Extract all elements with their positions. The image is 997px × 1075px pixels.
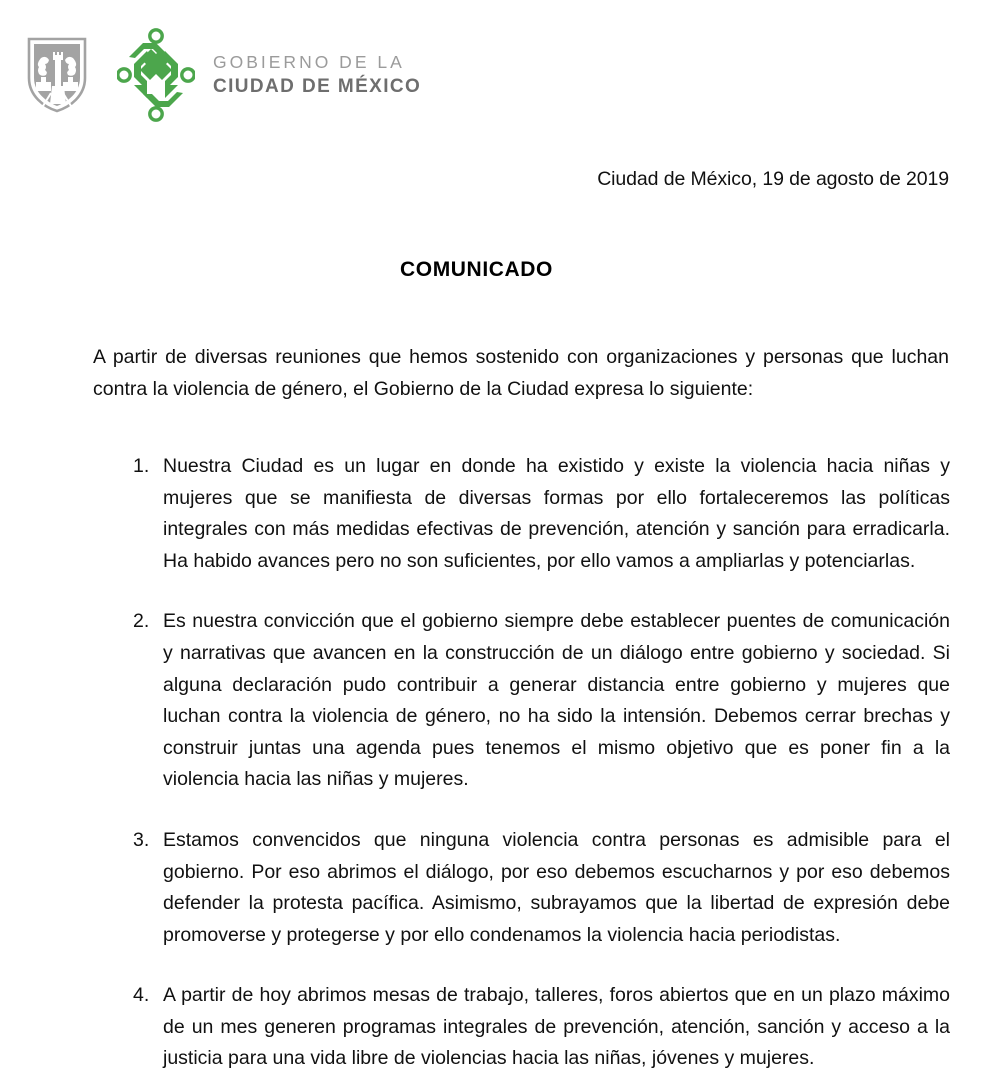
intro-paragraph: A partir de diversas reuniones que hemos sostenido con organizaciones y personas que luchan contra la violencia de género, el Gobierno de la Ciudad expresa lo siguiente:: [93, 346, 949, 400]
clause-list: [0, 451, 950, 1075]
clause-text: Nuestra Ciudad es un lugar en donde ha existido y existe la violencia hacia niñas y mujeres que se manifiesta de diversas formas por ello fortaleceremos las políticas integrales con más medidas efectivas de prevención, atención y sanción para erradicarla. Ha habido avances pero no son suficientes, por ello vamos a ampliarlas y potenciarlas.: [163, 455, 950, 572]
list-item: [0, 825, 950, 951]
page-title: COMUNICADO: [400, 258, 553, 281]
government-wordmark: [213, 51, 422, 98]
list-item: [0, 606, 950, 795]
letterhead: [0, 0, 997, 150]
list-item: [0, 451, 950, 577]
clause-text: Es nuestra convicción que el gobierno siempre debe establecer puentes de comunicación y narrativas que avancen en la construcción de un diálogo entre gobierno y sociedad. Si alguna declaración pudo contribuir a generar distancia entre gobierno y mujeres que luchan contra la violencia de género, no ha sido la intensión. Debemos cerrar brechas y construir juntas una agenda pues tenemos el mismo objetivo que es poner fin a la violencia hacia las niñas y mujeres.: [163, 610, 950, 791]
wordmark-line-ciudad-de-mexico: CIUDAD DE MÉXICO: [213, 76, 422, 98]
document-body: [0, 150, 997, 1075]
date-line: Ciudad de México, 19 de agosto de 2019: [597, 168, 949, 190]
coat-of-arms-shield-icon: [26, 36, 88, 114]
list-item: [0, 980, 950, 1075]
clause-text: Estamos convencidos que ninguna violencia contra personas es admisible para el gobierno. Por eso abrimos el diálogo, por eso debemos escucharnos y por eso debemos defender la protesta pacífica. Asimismo, subrayamos que la libertad de expresión debe promoverse y protegerse y por ello condenamos la violencia hacia periodistas.: [163, 828, 950, 946]
cdmx-logo-icon: [117, 25, 195, 125]
wordmark-line-gobierno-de-la: GOBIERNO DE LA: [213, 51, 405, 72]
clause-text: A partir de hoy abrimos mesas de trabajo, talleres, foros abiertos que en un plazo máximo de un mes generen programas integrales de prevención, atención, sanción y acceso a la justicia para una vida libre de violencias hacia las niñas, jóvenes y mujeres.: [163, 984, 950, 1070]
